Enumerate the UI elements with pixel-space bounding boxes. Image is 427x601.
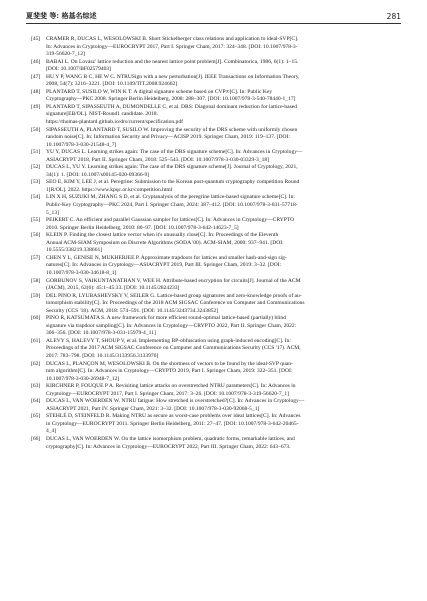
reference-label: [51]	[31, 149, 41, 156]
reference-line: PINO R, KATSUMATA S. A new framework for more efficient round-optimal lattice-based (partially) blind	[46, 315, 286, 322]
reference-line: CRAMER R, DUCAS L, WESOLOWSKI B. Short Stickelberger class relations and application to ideal-SVP[C].	[46, 36, 299, 42]
reference-item	[31, 104, 401, 127]
reference-line: [DOI: 10.1007/BF02579403]	[46, 66, 112, 73]
reference-line: signature via trapdoor sampling[C]. In: Advances in Cryptology—CRYPTO 2022, Part II. Springer Cham, 2022:	[46, 322, 297, 329]
reference-item	[31, 413, 401, 436]
reference-line: PEIKERT C. An efficient and parallel Gaussian sampler for lattices[C]. In: Advances in Cryptology—CRYPTO	[46, 217, 295, 224]
reference-line: SIPASSEUTH A, PLANTARD T, SUSILO W. Improving the security of the DRS scheme with uniformly chosen	[46, 126, 298, 133]
reference-line: 10.1007/978-3-030-26948-7_12]	[46, 375, 120, 382]
reference-label: [45]	[31, 36, 41, 42]
reference-line: DUCAS L, VAN WOERDEN W. On the lattice isomorphism problem, quadratic forms, remarkable lattices, and	[46, 435, 295, 442]
reference-line: ALEVY S, HALEVY T, SHOUP V, et al. Implementing BP-obfuscation using graph-induced encoding[C]. In:	[46, 337, 291, 344]
reference-item	[31, 164, 401, 179]
reference-item	[31, 194, 401, 217]
reference-item	[31, 217, 401, 232]
reference-label: [60]	[31, 315, 41, 322]
reference-line: 4_4]	[46, 428, 57, 435]
reference-list	[31, 36, 401, 451]
reference-label: [49]	[31, 103, 41, 110]
reference-line: signature[EB/OL]. NIST-Round1 candidate. 2018.	[46, 111, 158, 118]
reference-item	[31, 293, 401, 316]
reference-line: DUCAS L, PLANÇON M, WESOLOWSKI B. On the shortness of vectors to be found by the ideal-SVP quan-	[46, 360, 293, 367]
reference-item	[31, 338, 401, 361]
reference-line: SEO E, KIM Y, LEE J, et al. Peregrine: Submission to the Korean post-quantum cryptography competition Round	[46, 179, 300, 186]
reference-label: [63]	[31, 383, 41, 390]
reference-item	[31, 149, 401, 164]
reference-line: 34(1): 1. [DOI: 10.1007/s00145-020-09366-9]	[46, 171, 150, 178]
reference-label: [59]	[31, 292, 41, 299]
reference-item	[31, 278, 401, 293]
reference-line: DEL PINO R, LYUBASHEVSKY V, SEILER G. Lattice-based group signatures and zero-knowledge proofs of au-	[46, 292, 302, 299]
page-number: 281	[386, 11, 401, 21]
reference-line: 2017: 783–798. [DOI: 10.1145/3133956.3133976]	[46, 352, 159, 359]
reference-line: CHEN Y L, GENISE N, MUKHERJEE P. Approximate trapdoors for lattices and smaller hash-and-sign sig-	[46, 254, 287, 261]
running-header	[26, 9, 401, 23]
reference-line: tomorphism stability[C]. In: Proceedings of the 2018 ACM SIGSAC Conference on Computer and Communications	[46, 300, 305, 307]
reference-line: LIN X H, SUZUKI M, ZHANG S D, et al. Cryptanalysis of the peregrine lattice-based signature scheme[C]. In:	[46, 194, 295, 201]
reference-label: [66]	[31, 435, 41, 442]
reference-label: [50]	[31, 126, 41, 133]
reference-line: 2010. Springer Berlin Heidelberg, 2010: 80–97. [DOI: 10.1007/978-3-642-14623-7_5]	[46, 224, 239, 231]
reference-label: [55]	[31, 217, 41, 224]
reference-item	[31, 255, 401, 278]
reference-line: DUCAS L, YU Y. Learning strikes again: The case of the DRS signature scheme[J]. Journal of Cryptology, 2021,	[46, 164, 298, 171]
reference-line: Cryptology—EUROCRYPT 2017, Part I. Springer Cham, 2017: 3–26. [DOI: 10.1007/978-3-319-56620-7_1]	[46, 390, 290, 397]
reference-item	[31, 36, 401, 59]
reference-line: natures[C]. In: Advances in Cryptology—ASIACRYPT 2019, Part III. Springer Cham, 2019: 3–32. [DOI:	[46, 262, 282, 269]
reference-line: GORBUNOV S, VAIKUNTANATHAN V, WEE H. Attribute-based encryption for circuits[J]. Journal of the ACM	[46, 277, 301, 284]
reference-line: ASIACRYPT 2018, Part II. Springer Cham, 2018: 525–543. [DOI: 10.1007/978-3-030-03329-3_18]	[46, 156, 269, 163]
reference-line: Annual ACM-SIAM Symposium on Discrete Algorithms (SODA '00). ACM-SIAM, 2000: 937–941. [DOI:	[46, 239, 284, 246]
reference-item	[31, 398, 401, 413]
reference-line: (JACM), 2015, 62(6): 45:1–45:33. [DOI: 10.1145/2824233]	[46, 285, 180, 292]
reference-line: STEHLÉ D, STEINFELD R. Making NTRU as secure as worst-case problems over ideal lattices[C]. In: Advances	[46, 413, 301, 420]
reference-line: in Cryptology—EUROCRYPT 2011. Springer Berlin Heidelberg, 2011: 27–47. [DOI: 10.1007/978-3-642-20465-	[46, 420, 299, 427]
reference-item	[31, 361, 401, 384]
reference-item	[31, 127, 401, 150]
reference-label: [46]	[31, 58, 41, 65]
reference-line: 306–356. [DOI: 10.1007/978-3-031-15979-4_11]	[46, 330, 156, 337]
reference-label: [56]	[31, 232, 41, 239]
reference-item	[31, 59, 401, 74]
reference-line: In: Advances in Cryptology—EUROCRYPT 2017, Part I. Springer Cham, 2017: 324–348. [DOI: 10.1007/978-3-	[46, 43, 298, 50]
reference-line: 5_13]	[46, 209, 59, 216]
reference-line: 1[R/OL]. 2022. https://www.kpqc.or.kr/competition.html	[46, 186, 173, 193]
reference-line: 10.1007/978-3-030-21548-4_7]	[46, 141, 117, 148]
reference-line: Cryptography—PKC 2008. Springer Berlin Heidelberg, 2008: 288–307. [DOI: 10.1007/978-3-540-78440-1_17]	[46, 96, 296, 103]
reference-line: KLEIN P. Finding the closest lattice vector when it's unusually close[C]. In: Proceedings of the Eleventh	[46, 232, 279, 239]
reference-label: [48]	[31, 88, 41, 95]
reference-label: [61]	[31, 337, 41, 344]
reference-line: 2008, 54(7): 3216–3221. [DOI: 10.1109/TIT.2008.924662]	[46, 81, 178, 88]
reference-line: Proceedings of the 2017 ACM SIGSAC Conference on Computer and Communications Security (CCS '17). ACM,	[46, 345, 301, 352]
reference-label: [47]	[31, 73, 41, 80]
reference-item	[31, 383, 401, 398]
reference-line: YU Y, DUCAS L. Learning strikes again: The case of the DRS signature scheme[C]. In: Advances in Cryptology—	[46, 149, 303, 156]
reference-label: [62]	[31, 360, 41, 367]
reference-line: 10.5555/338219.338661]	[46, 247, 103, 254]
reference-line: 319-56620-7_12]	[46, 51, 85, 58]
reference-item	[31, 232, 401, 255]
reference-line: PLANTARD T, SUSILO W, WIN K T. A digital signature scheme based on CVP∞[C]. In: Public Key	[46, 88, 273, 95]
reference-line: KIRCHNER P, FOUQUE P A. Revisiting lattice attacks on overstretched NTRU parameters[C]. In: Advances in	[46, 383, 296, 390]
reference-line: https://thomas-plantard.github.io/drs/current/specification.pdf	[46, 119, 183, 126]
running-header-authors-title: 夏斐斐 等: 格基名综述	[26, 11, 97, 20]
reference-line: PLANTARD T, SIPASSEUTH A, DUMONDELLE C, et al. DRS: Diagonal dominant reduction for lattice-based	[46, 103, 298, 110]
reference-line: ASIACRYPT 2021, Part IV. Springer Cham, 2021: 3–32. [DOI: 10.1007/978-3-030-92068-5_1]	[46, 405, 260, 412]
reference-line: BABAI L. On Lovász' lattice reduction and the nearest lattice point problem[J]. Combinatorica, 1986, 6(1): 1–15.	[46, 58, 299, 65]
reference-label: [54]	[31, 194, 41, 201]
reference-label: [53]	[31, 179, 41, 186]
reference-item	[31, 436, 401, 451]
header-rule	[26, 23, 401, 24]
reference-label: [64]	[31, 398, 41, 405]
reference-label: [58]	[31, 277, 41, 284]
reference-line: cryptography[C]. In: Advances in Cryptology—EUROCRYPT 2022, Part III. Springer Cham, 2022: 643–673.	[46, 443, 291, 450]
reference-item	[31, 89, 401, 104]
reference-line: Public-Key Cryptography—PKC 2024, Part I. Springer Cham, 2024: 387–412. [DOI: 10.1007/978-3-031-57718-	[46, 202, 298, 209]
reference-label: [65]	[31, 413, 41, 420]
reference-line: HU Y P, WANG B C, HE W C. NTRUSign with a new perturbation[J]. IEEE Transactions on Information Theory,	[46, 73, 300, 80]
reference-item	[31, 315, 401, 338]
reference-line: Security (CCS '18). ACM, 2018: 574–591. [DOI: 10.1145/3243734.3243852]	[46, 307, 219, 314]
reference-line: random noise[C]. In: Information Security and Privacy—ACISP 2019. Springer Cham, 2019: 119–137. [DOI:	[46, 134, 290, 141]
reference-item	[31, 179, 401, 194]
reference-item	[31, 74, 401, 89]
reference-line: tum algorithm[C]. In: Advances in Cryptology—CRYPTO 2019, Part I. Springer Cham, 2019: 322–351. [DOI:	[46, 368, 293, 375]
reference-label: [52]	[31, 164, 41, 171]
reference-line: 10.1007/978-3-030-34618-8_1]	[46, 269, 117, 276]
reference-label: [57]	[31, 254, 41, 261]
reference-line: DUCAS L, VAN WOERDEN W. NTRU fatigue: How stretched is overstretched?[C]. In: Advances in Cryptology—	[46, 398, 305, 405]
